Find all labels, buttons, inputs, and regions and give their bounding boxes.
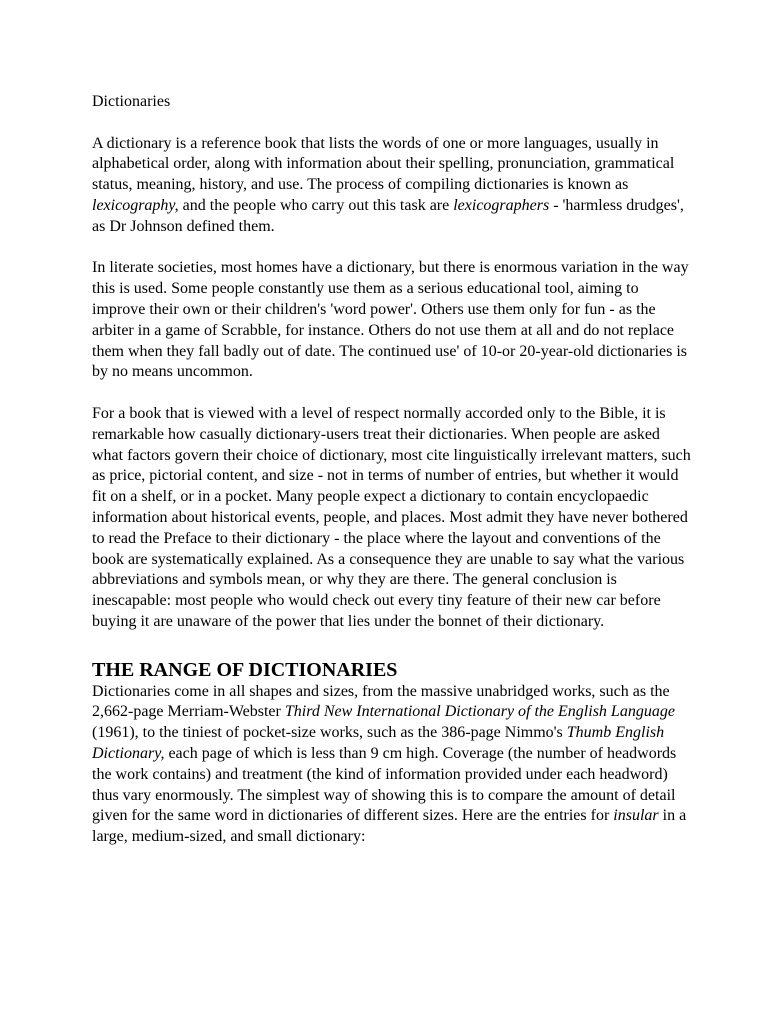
- text-run: A dictionary is a reference book that lists the words of one or more languages, usually in alphabetical order, along with information about their spelling, pronunciation, grammatical status, meaning, history, and use. The process of compiling dictionaries is known as: [92, 134, 675, 194]
- italic-term-lexicographers: lexicographers: [453, 196, 550, 214]
- paragraph-attitudes: For a book that is viewed with a level of respect normally accorded only to the Bible, it is remarkable how casually dictionary-users treat their dictionaries. When people are asked what factors govern their choice of dictionary, most cite linguistically irrelevant matters, such as price, pictorial content, and size - not in terms of number of entries, but whether it would fit on a shelf, or in a pocket. Many people expect a dictionary to contain encyclopaedic information about historical events, people, and places. Most admit they have never bothered to read the Preface to their dictionary - the place where the layout and conventions of the book are systematically explained. As a consequence they are unable to say what the various abbreviations and symbols mean, or why they are there. The general conclusion is inescapable: most people who would check out every tiny feature of their new car before buying it are unaware of the power that lies under the bonnet of their dictionary.: [92, 404, 691, 630]
- text-run: - 'harmless drudges', as Dr Johnson defined them.: [92, 196, 684, 235]
- text-run: in a large, medium-sized, and small dictionary:: [92, 807, 687, 846]
- italic-title-thumb-dictionary: Thumb English Dictionary,: [92, 724, 665, 762]
- italic-title-merriam-webster: Third New International Dictionary of the English Language: [284, 703, 675, 721]
- paragraph-usage: In literate societies, most homes have a dictionary, but there is enormous variation in the way this is used. Some people constantly use them as a serious educational tool, aiming to improve their own or their children's 'word power'. Others use them only for fun - as the arbiter in a game of Scrabble, for instance. Others do not use them at all and do not replace them when they fall badly out of date. The continued use' of 10-or 20-year-old dictionaries is by no means uncommon.: [92, 259, 689, 381]
- italic-term-lexicography: lexicography,: [92, 196, 179, 214]
- section-heading: THE RANGE OF DICTIONARIES: [92, 658, 398, 681]
- text-run: Dictionaries come in all shapes and sizes, from the massive unabridged works, such as the 2,662-page Merriam-Webster: [92, 682, 670, 721]
- document-title: Dictionaries: [92, 93, 171, 110]
- text-run: (1961), to the tiniest of pocket-size works, such as the 386-page Nimmo's: [92, 724, 567, 742]
- paragraph-range: [92, 682, 692, 848]
- document-page: [92, 92, 692, 848]
- text-run: and the people who carry out this task are: [178, 196, 454, 214]
- text-run: each page of which is less than 9 cm high. Coverage (the number of headwords the work contains) and treatment (the kind of information provided under each headword) thus vary enormously. The simplest way of showing this is to compare the amount of detail given for the same word in dictionaries of different sizes. Here are the entries for: [92, 744, 677, 825]
- italic-term-insular: insular: [613, 807, 659, 825]
- paragraph-definition: [92, 134, 692, 238]
